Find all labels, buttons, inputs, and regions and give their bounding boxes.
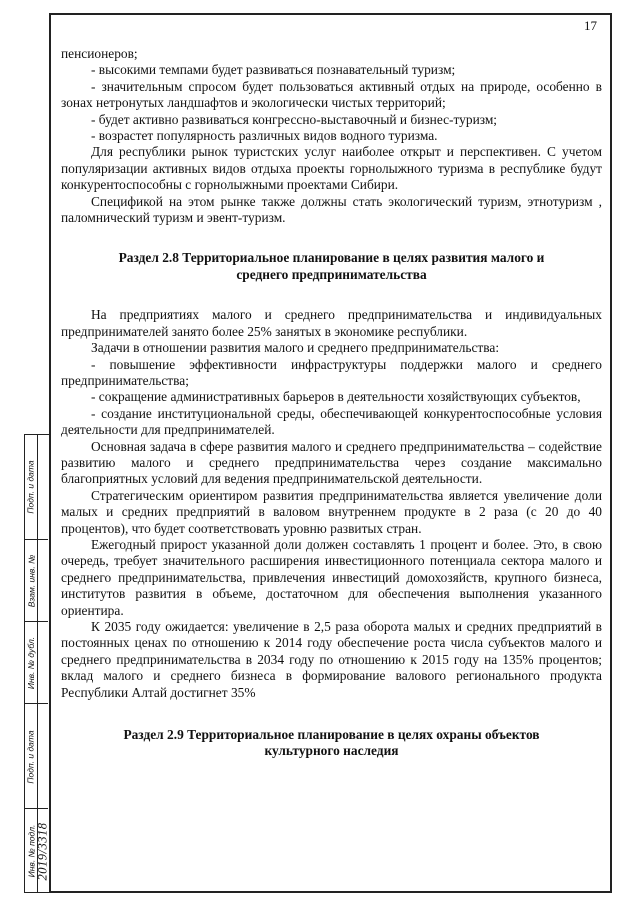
list-item: - будет активно развиваться конгрессно-выставочный и бизнес-туризм; xyxy=(91,111,498,127)
stamp-label-duplicate-inv: Инв. № дубл. xyxy=(26,636,36,690)
section-heading-2-8 xyxy=(61,250,602,283)
section-heading-line: Раздел 2.8 Территориальное планирование в целях развития малого и xyxy=(118,250,545,266)
stamp-label-original-inv: Инв. № подл. xyxy=(26,824,36,878)
paragraph: На предприятиях малого и среднего предпринимательства и индивидуальных предпринимателей занято более 25% занятых в экономике республики. xyxy=(61,307,602,339)
paragraph: Для республики рынок туристских услуг наиболее открыт и перспективен. С учетом популяризации активных видов отдыха проекты горнолыжного туризма в республике будут конкурентоспособны с горнолыжными проектами Сибири. xyxy=(61,144,602,193)
list-item: - значительным спросом будет пользоваться активный отдых на природе, особенно в зонах нетронутых ландшафтов и экологически чистых территорий; xyxy=(61,78,602,111)
stamp-cell-replacement xyxy=(25,539,48,621)
section-heading-line: Раздел 2.9 Территориальное планирование в целях охраны объектов xyxy=(123,727,540,743)
paragraph: Стратегическим ориентиром развития предпринимательства является увеличение доли малых и средних предприятий в валовом внутреннем продукте в 2 раза (с 20 до 40 процентов), что будет соответствовать уровню развитых стран. xyxy=(61,487,602,536)
list-item: - высокими темпами будет развиваться познавательный туризм; xyxy=(91,62,456,78)
list-item: - создание институциональной среды, обеспечивающей конкурентоспособные условия деятельности для предпринимателей. xyxy=(61,405,602,438)
stamp-cell-signature-1 xyxy=(25,435,48,539)
list-item: - возрастет популярность различных видов водного туризма. xyxy=(91,128,438,144)
stamp-cell-duplicate xyxy=(25,621,48,703)
paragraph: К 2035 году ожидается: увеличение в 2,5 раза оборота малых и средних предприятий в постоянных ценах по отношению к 2014 году обеспечение роста числа субъектов малого и среднего предпринимательства в 2034 году по отношению к 2015 году на 135% процентов; вклад малого и среднего бизнеса в формирование валового регионального продукта Республики Алтай достигнет 35% xyxy=(61,619,602,700)
stamp-cell-signature-2 xyxy=(25,703,48,808)
stamp-label-signature-date-2: Подп. и дата xyxy=(26,729,36,784)
stamp-label-signature-date: Подп. и дата xyxy=(26,460,36,514)
stamp-cell-original-inv xyxy=(25,808,48,892)
paragraph: Основная задача в сфере развития малого и среднего предпринимательства – содействие развитию малого и среднего предпринимательства через создание максимально благоприятных условий для ведения предпринимательской деятельности. xyxy=(61,438,602,487)
document-body xyxy=(61,46,602,760)
title-block-stamp xyxy=(24,434,49,893)
list-item: - повышение эффективности инфраструктуры поддержки малого и среднего предпринимательства; xyxy=(61,356,602,388)
paragraph: Ежегодный прирост указанной доли должен составлять 1 процент и более. Это, в свою очередь, требует значительного расширения инвестиционного потенциала сектора малого и среднего предпринимательства, привлечения инвестиций домохозяйств, крупного бизнеса, институтов развития в объеме, достаточном для обеспечения выполнения указанного ориентира. xyxy=(61,536,602,618)
stamp-label-replacement-inv: Взам. инв. № xyxy=(26,554,37,608)
paragraph: Спецификой на этом рынке также должны стать экологический туризм, этнотуризм , паломнический туризм и эвент-туризм. xyxy=(61,193,602,226)
page-number: 17 xyxy=(584,18,597,33)
section-heading-line: культурного наследия xyxy=(264,743,399,759)
section-heading-2-9 xyxy=(61,727,602,760)
paragraph: Задачи в отношении развития малого и среднего предпринимательства: xyxy=(91,340,500,356)
paragraph: пенсионеров; xyxy=(61,46,138,61)
section-heading-line: среднего предпринимательства xyxy=(236,266,427,282)
stamp-inv-number: 2019/3318 xyxy=(35,822,50,880)
list-item: - сокращение административных барьеров в деятельности хозяйствующих субъектов, xyxy=(91,389,581,405)
